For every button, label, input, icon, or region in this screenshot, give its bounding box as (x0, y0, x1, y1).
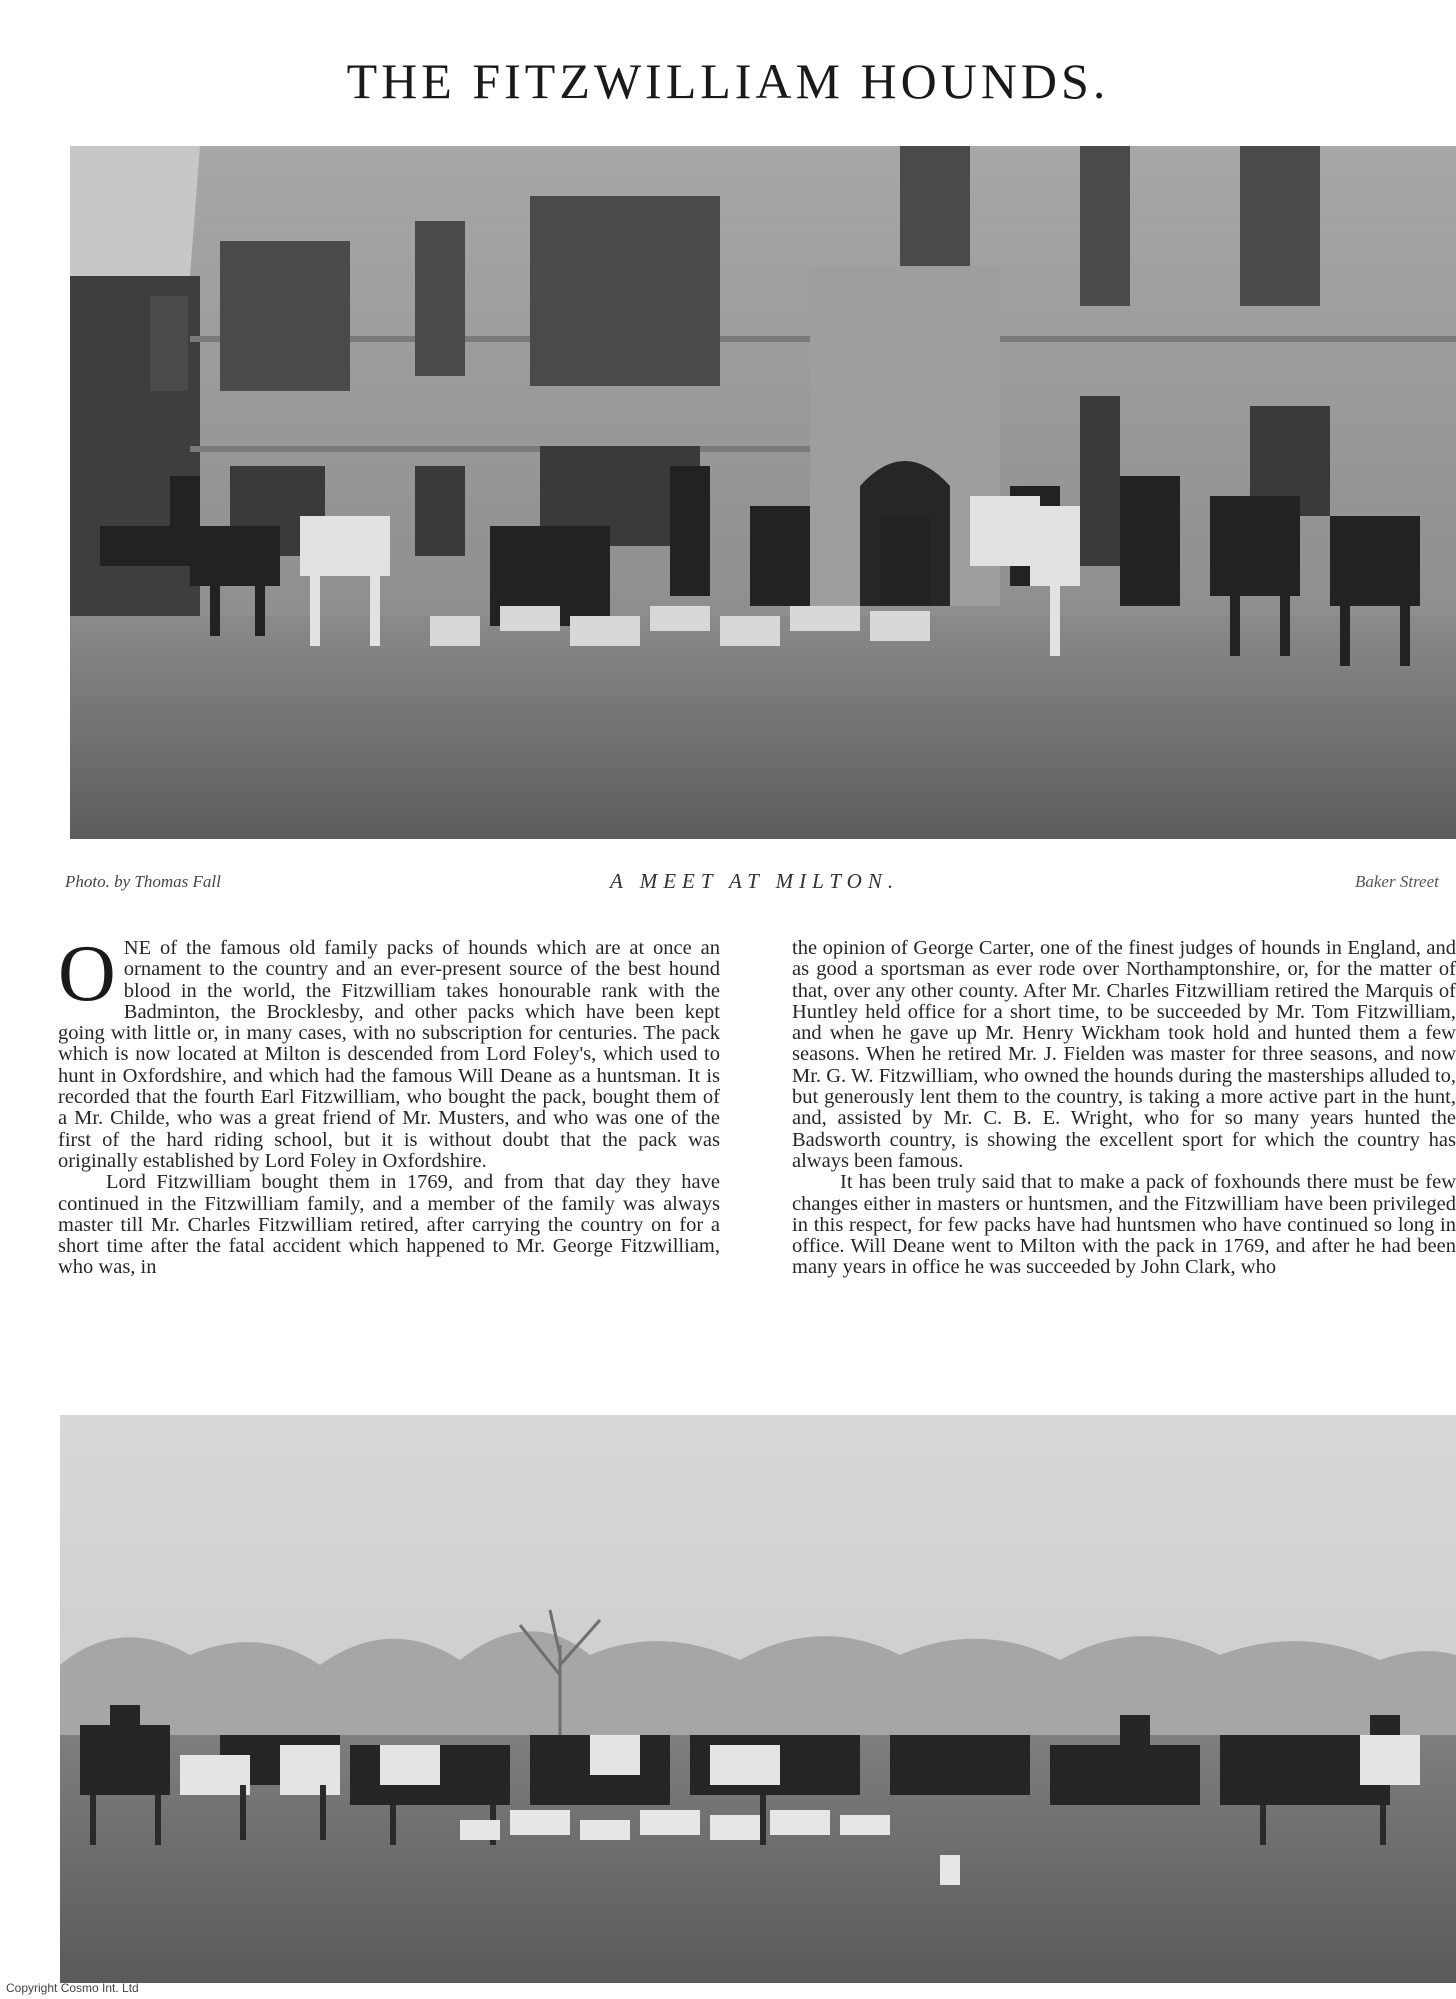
article-paragraph (58, 930, 720, 1172)
hunt-field-illustration (60, 1415, 1456, 1983)
article-paragraph: It has been truly said that to make a pack of foxhounds there must be few changes either in masters or huntsmen, and the Fitzwilliam have been privileged in this respect, for few packs have had huntsmen who have continued so long in office. Will Deane went to Milton with the pack in 1769, and after he had been many years in office he was succeeded by John Clark, who (792, 1171, 1456, 1279)
article-paragraph: Lord Fitzwilliam bought them in 1769, and from that day they have continued in the Fitzwilliam family, and a member of the family was always master till Mr. Charles Fitzwilliam retired, after carrying the country on for a short time after the fatal accident which happened to Mr. George Fitzwilliam, who was, in (58, 1171, 720, 1279)
drop-cap: O (58, 930, 116, 1018)
article-paragraph: the opinion of George Carter, one of the finest judges of hounds in England, and as good a sportsman as ever rode over Northamptonshire, or, for the matter of that, over any other county. After Mr. Charles Fitzwilliam retired the Marquis of Huntley held office for a short time, to be succeeded by Mr. Tom Fitzwilliam, and when he gave up Mr. Henry Wickham took hold and hunted them a few seasons. When he retired Mr. J. Fielden was master for three seasons, and now Mr. G. W. Fitzwilliam, who owned the hounds during the masterships alluded to, but generously lent them to the country, is taking a more active part in the hunt, and, assisted by Mr. C. B. E. Wright, who for so many years hunted the Badsworth country, is showing the excellent sport for which the country has always been famous. (792, 937, 1456, 1172)
copyright-notice: Copyright Cosmo Int. Ltd (6, 1981, 139, 1995)
manor-house-illustration (70, 146, 1456, 839)
meet-at-milton-photo (70, 146, 1456, 839)
page-title: THE FITZWILLIAM HOUNDS. (346, 53, 1110, 109)
photo-credit: Photo. by Thomas Fall (65, 872, 221, 891)
photo-studio-credit: Baker Street (1355, 872, 1439, 891)
photo-caption: A MEET AT MILTON. (610, 869, 900, 893)
article-column-right (792, 938, 1456, 1279)
hunt-field-photo (60, 1415, 1456, 1983)
article-column-left (58, 930, 720, 1279)
paragraph-text: NE of the famous old family packs of hounds which are at once an ornament to the country and an ever-present source of the best hound blood in the world, the Fitzwilliam takes honourable rank with the Badminton, the Brocklesby, and other packs which have been kept going with little or, in many cases, with no subscription for centuries. The pack which is now located at Milton is descended from Lord Foley's, which used to hunt in Oxfordshire, and which had the famous Will Deane as a huntsman. It is recorded that the fourth Earl Fitzwilliam, who bought the pack, bought them of a Mr. Childe, who was a great friend of Mr. Musters, and who was one of the first of the hard riding school, but it is without doubt that the pack was originally established by Lord Foley in Oxfordshire. (58, 937, 720, 1172)
